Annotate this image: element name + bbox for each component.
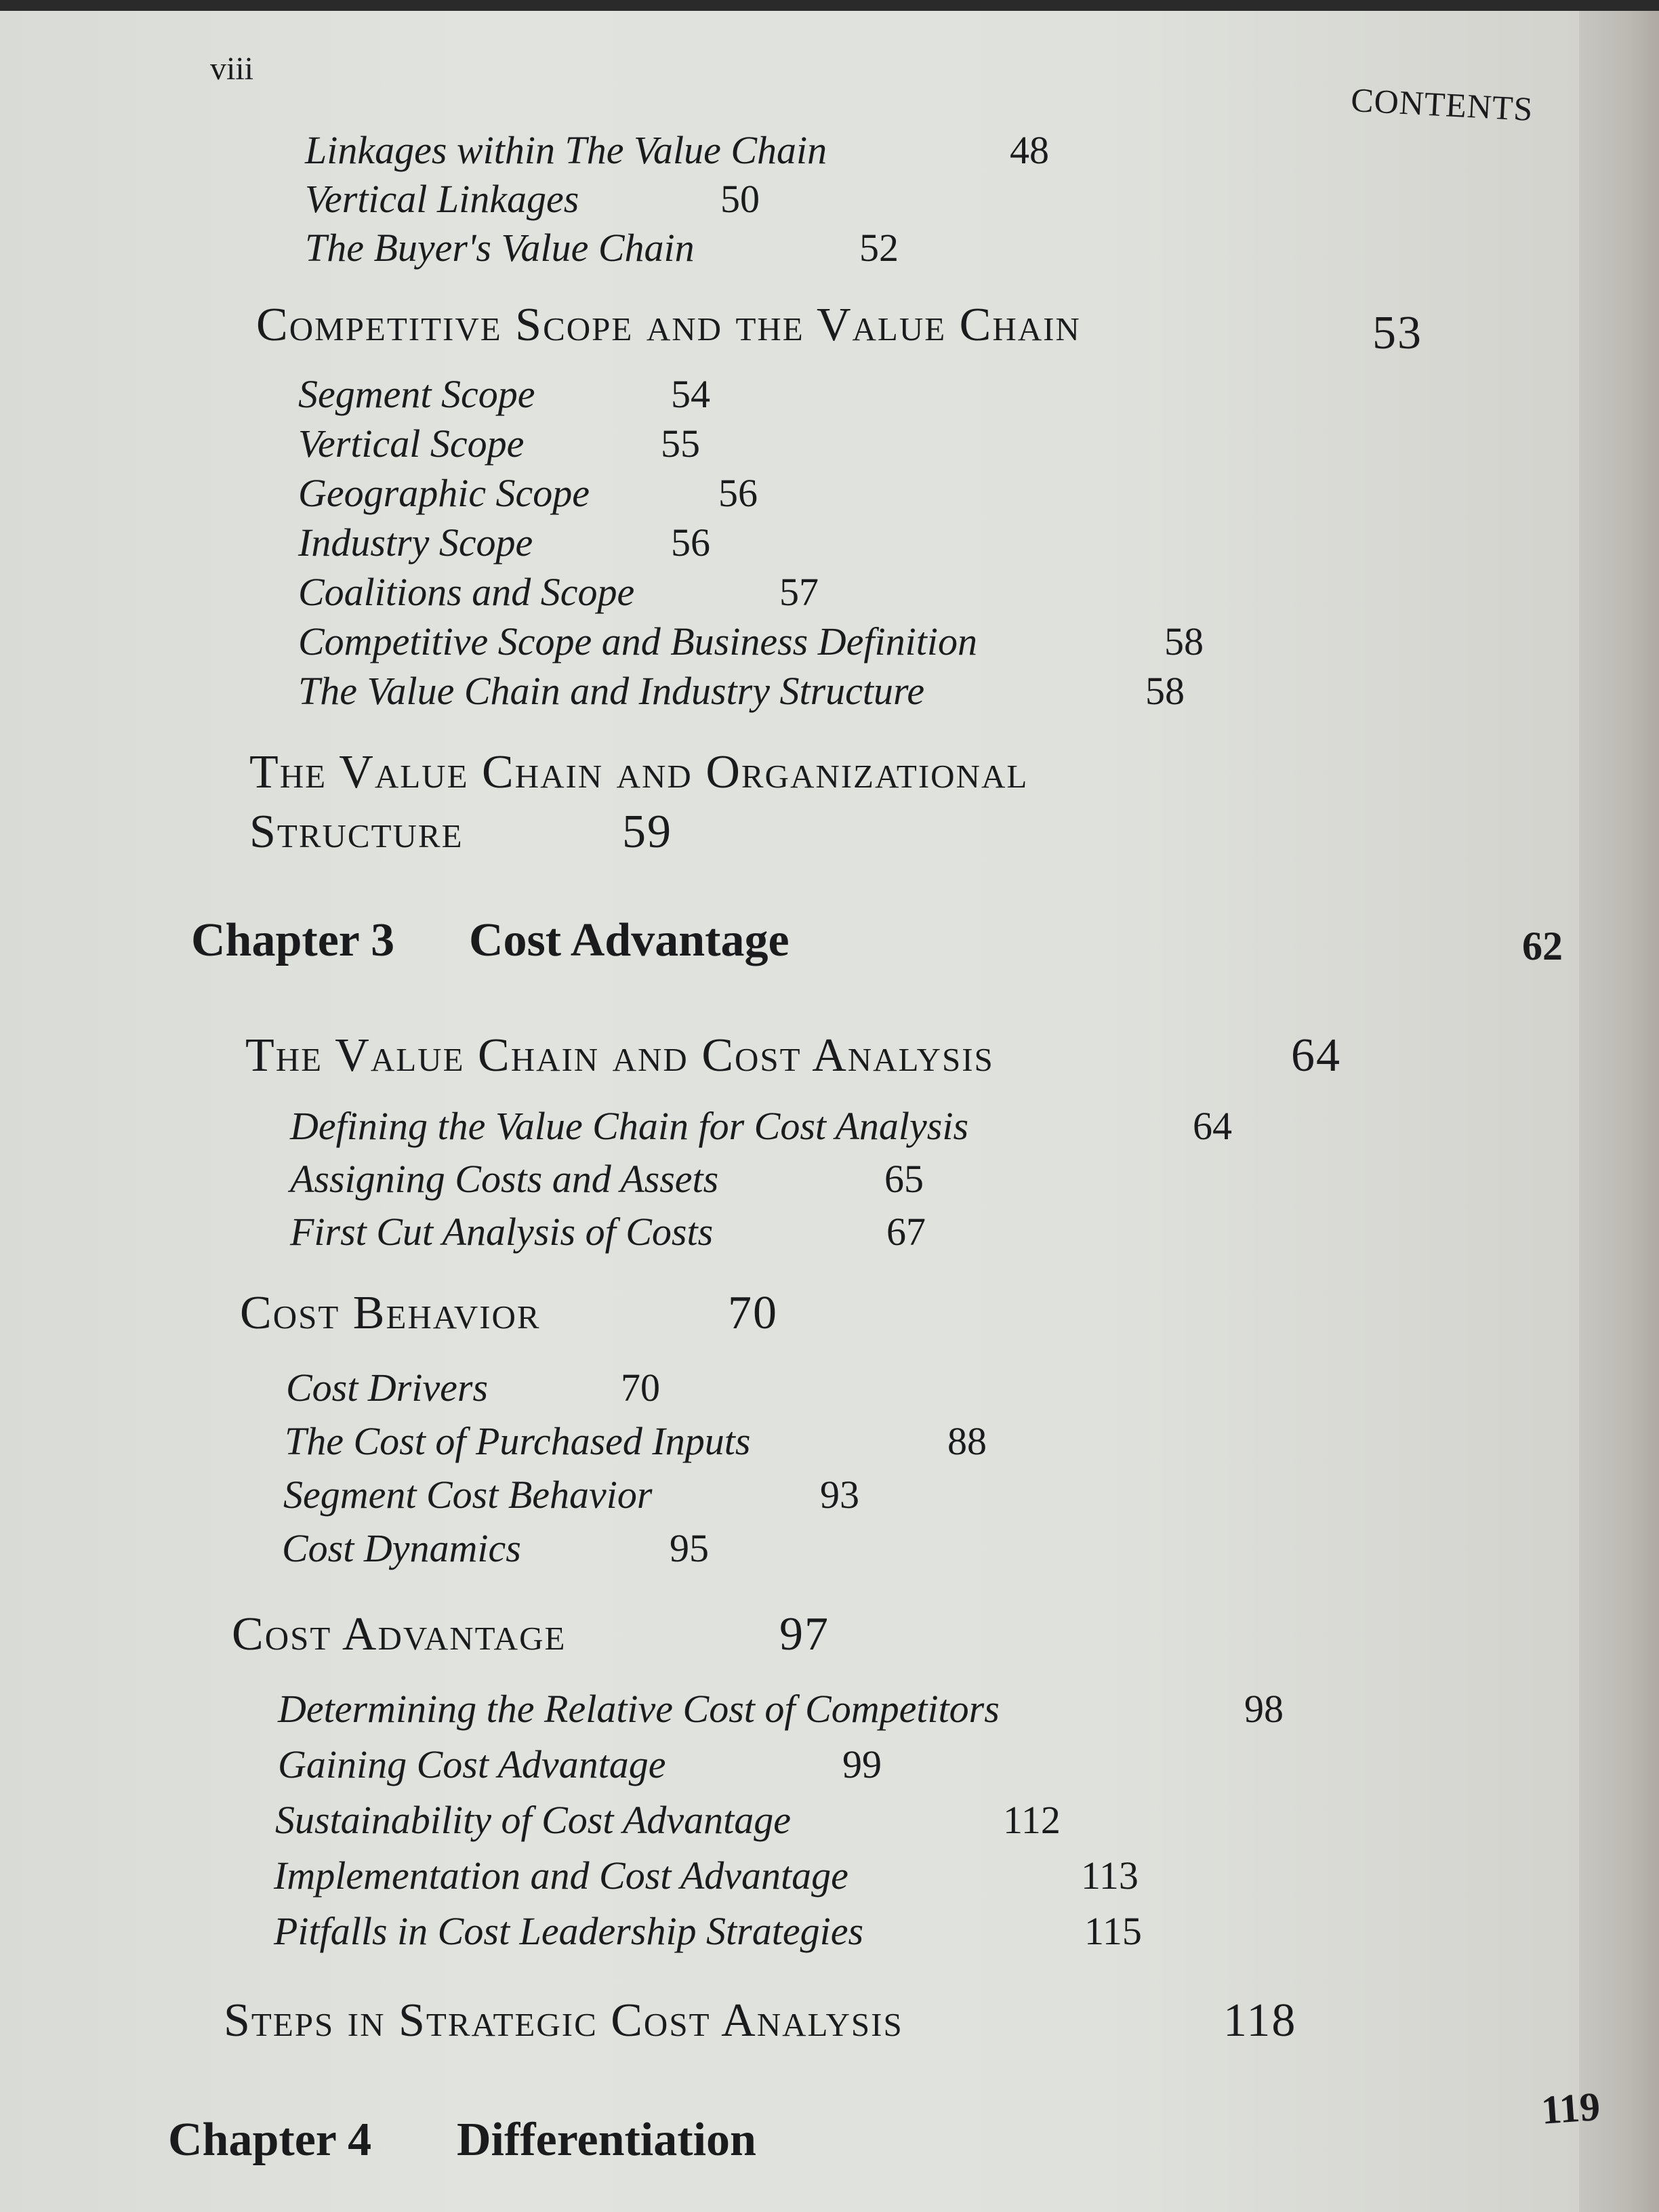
- toc-entry-title: The Value Chain and Industry Structure: [298, 669, 925, 713]
- toc-entry-title: Industry Scope: [298, 520, 533, 565]
- toc-entry-page: 93: [820, 1473, 859, 1517]
- toc-entry-title: Vertical Linkages: [305, 177, 579, 221]
- toc-section-page: 97: [779, 1608, 830, 1660]
- chapter-number: Chapter 3: [191, 914, 395, 966]
- toc-entry-page: 56: [718, 471, 758, 515]
- toc-entry-title: Linkages within The Value Chain: [305, 128, 827, 172]
- page-number-roman: viii: [210, 51, 254, 87]
- toc-entry-page: 98: [1244, 1687, 1284, 1731]
- toc-entry-page: 115: [1084, 1909, 1142, 1953]
- toc-entry-title: The Buyer's Value Chain: [305, 226, 695, 270]
- toc-section-page: 53: [1372, 307, 1422, 359]
- toc-entry-title: Coalitions and Scope: [298, 570, 635, 614]
- toc-entry-page: 55: [661, 422, 700, 466]
- toc-entry-title: Defining the Value Chain for Cost Analysis: [290, 1104, 969, 1148]
- toc-entry-page: 48: [1010, 128, 1049, 172]
- toc-entry-title: Gaining Cost Advantage: [278, 1742, 666, 1786]
- toc-entry-title: Vertical Scope: [298, 422, 525, 466]
- toc-entry-title: Sustainability of Cost Advantage: [275, 1798, 791, 1842]
- running-head: CONTENTS: [1350, 80, 1534, 129]
- toc-entry-page: 88: [947, 1419, 987, 1463]
- toc-section-page: 59: [622, 806, 672, 858]
- chapter-number: Chapter 4: [168, 2114, 372, 2166]
- toc-entry-page: 58: [1164, 619, 1204, 663]
- toc-entry-title: First Cut Analysis of Costs: [290, 1210, 714, 1254]
- page-edge-shadow: [1579, 0, 1659, 2212]
- toc-entry-page: 54: [671, 372, 710, 416]
- toc-entry-page: 50: [720, 177, 760, 221]
- toc-entry-title: Determining the Relative Cost of Competitors: [278, 1687, 1000, 1731]
- toc-entry-title: Implementation and Cost Advantage: [274, 1853, 848, 1898]
- toc-section-title: The Value Chain and Cost Analysis: [245, 1029, 994, 1082]
- toc-entry-title: Cost Dynamics: [282, 1526, 521, 1570]
- toc-section-title: Cost Behavior: [240, 1287, 541, 1339]
- chapter-page: 62: [1522, 924, 1563, 968]
- toc-entry-title: Competitive Scope and Business Definition: [298, 619, 977, 663]
- toc-entry-page: 64: [1193, 1104, 1232, 1148]
- toc-entry-page: 65: [884, 1157, 924, 1201]
- toc-entry-page: 58: [1145, 669, 1185, 713]
- toc-entry-title: Segment Cost Behavior: [283, 1473, 653, 1517]
- chapter-title: Cost Advantage: [469, 914, 790, 966]
- toc-section-title: Competitive Scope and the Value Chain: [256, 299, 1081, 351]
- toc-entry-page: 99: [842, 1742, 882, 1786]
- toc-entry-title: Segment Scope: [298, 372, 535, 416]
- toc-section-title: Structure: [249, 806, 464, 858]
- toc-section-title: Steps in Strategic Cost Analysis: [224, 1994, 903, 2047]
- toc-entry-title: Cost Drivers: [286, 1366, 489, 1410]
- toc-entry-title: The Cost of Purchased Inputs: [285, 1419, 751, 1463]
- toc-section-page: 70: [728, 1287, 778, 1339]
- toc-section-page: 118: [1223, 1994, 1297, 2047]
- toc-section-title: Cost Advantage: [232, 1608, 567, 1660]
- toc-entry-page: 95: [670, 1526, 709, 1570]
- toc-entry-page: 56: [671, 520, 710, 565]
- toc-entry-title: Geographic Scope: [298, 471, 590, 515]
- toc-entry-page: 113: [1081, 1853, 1139, 1898]
- top-edge: [0, 0, 1659, 11]
- toc-entry-title: Pitfalls in Cost Leadership Strategies: [274, 1909, 864, 1953]
- toc-entry-page: 112: [1003, 1798, 1061, 1842]
- toc-section-page: 64: [1291, 1029, 1341, 1082]
- toc-entry-title: Assigning Costs and Assets: [290, 1157, 719, 1201]
- toc-entry-page: 52: [859, 226, 899, 270]
- chapter-title: Differentiation: [457, 2114, 756, 2166]
- toc-entry-page: 67: [886, 1210, 926, 1254]
- toc-section-title: The Value Chain and Organizational: [249, 746, 1029, 798]
- toc-entry-page: 70: [621, 1366, 660, 1410]
- chapter-page: 119: [1540, 2083, 1602, 2133]
- toc-entry-page: 57: [779, 570, 819, 614]
